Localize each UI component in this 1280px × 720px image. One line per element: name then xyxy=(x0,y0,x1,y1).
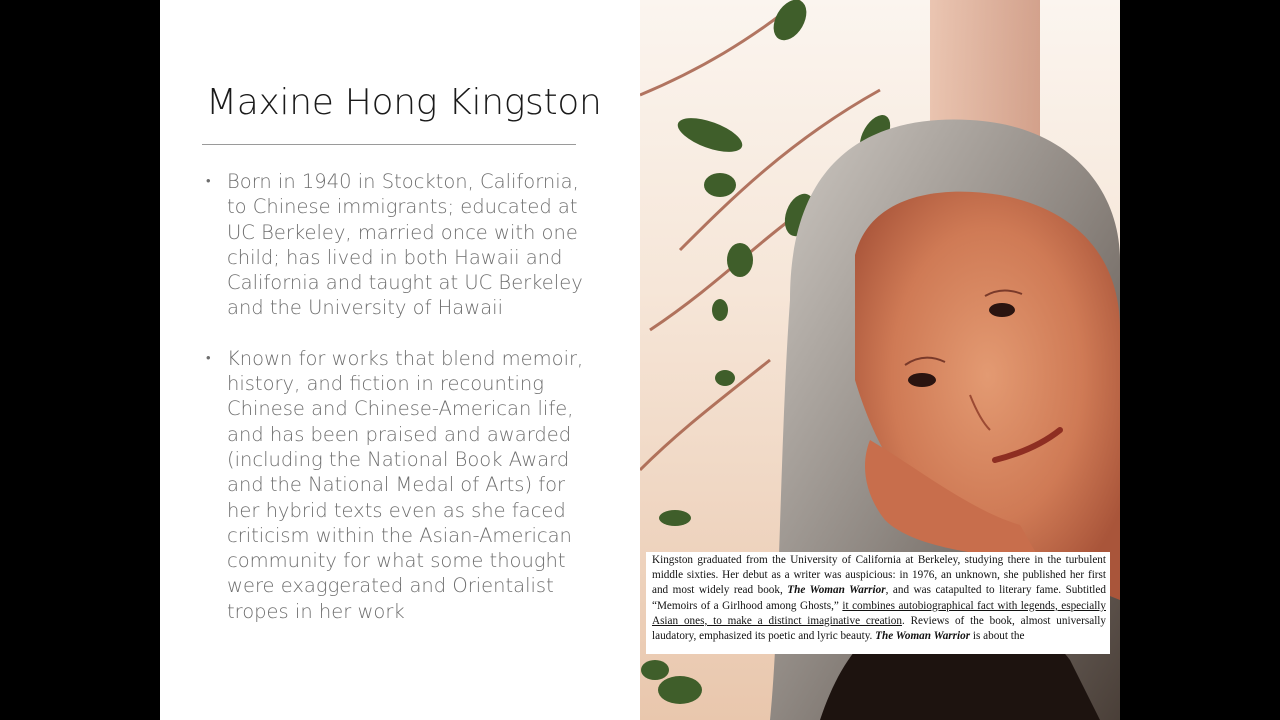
excerpt-underlined-text: it combines autobiographical fact with legends, especially Asian ones, to make a distinct imaginative creation xyxy=(652,599,1106,627)
excerpt-paragraph xyxy=(646,552,1110,644)
bullet-dot-icon: • xyxy=(206,174,211,189)
slide-title: Maxine Hong Kingston xyxy=(206,82,602,123)
bullet-text: Known for works that blend memoir, history, and fiction in recounting Chinese and Chinese-American life, and has been praised and awarded (including the National Book Award and the National Medal of Arts) for her hybrid texts even as she faced criticism within the Asian-American community for what some thought were exaggerated and Orientalist tropes in her work xyxy=(227,346,584,623)
excerpt-text-1: Kingston graduated from the University of California at Berkeley, studying there in the turbulent middle sixties. Her debut as a writer was auspicious: in 1976, an unknown, she published her first and most widely read book, xyxy=(652,554,1106,597)
bullet-item-works xyxy=(206,346,586,624)
excerpt-book-title-2: The Woman Warrior xyxy=(875,630,971,643)
bullet-item-biography xyxy=(206,169,586,321)
bullet-dot-icon: • xyxy=(206,350,211,366)
excerpt-text-4: is about the xyxy=(970,630,1025,643)
excerpt-book-title: The Woman Warrior xyxy=(787,584,886,597)
bullet-list xyxy=(206,169,586,649)
book-excerpt-clipping xyxy=(646,552,1110,654)
bullet-text: Born in 1940 in Stockton, California, to Chinese immigrants; educated at UC Berkeley, married once with one child; has lived in both Hawaii and California and taught at UC Berkeley and the University of Hawaii xyxy=(227,170,583,320)
slide xyxy=(160,0,1120,720)
title-divider xyxy=(202,144,576,145)
excerpt-text-3: . Reviews of the book, almost universally laudatory, emphasized its poetic and lyric beauty. xyxy=(652,614,1107,643)
excerpt-text-2: , and was catapulted to literary fame. Subtitled “Memoirs of a Girlhood among Ghosts,” xyxy=(652,584,1106,612)
